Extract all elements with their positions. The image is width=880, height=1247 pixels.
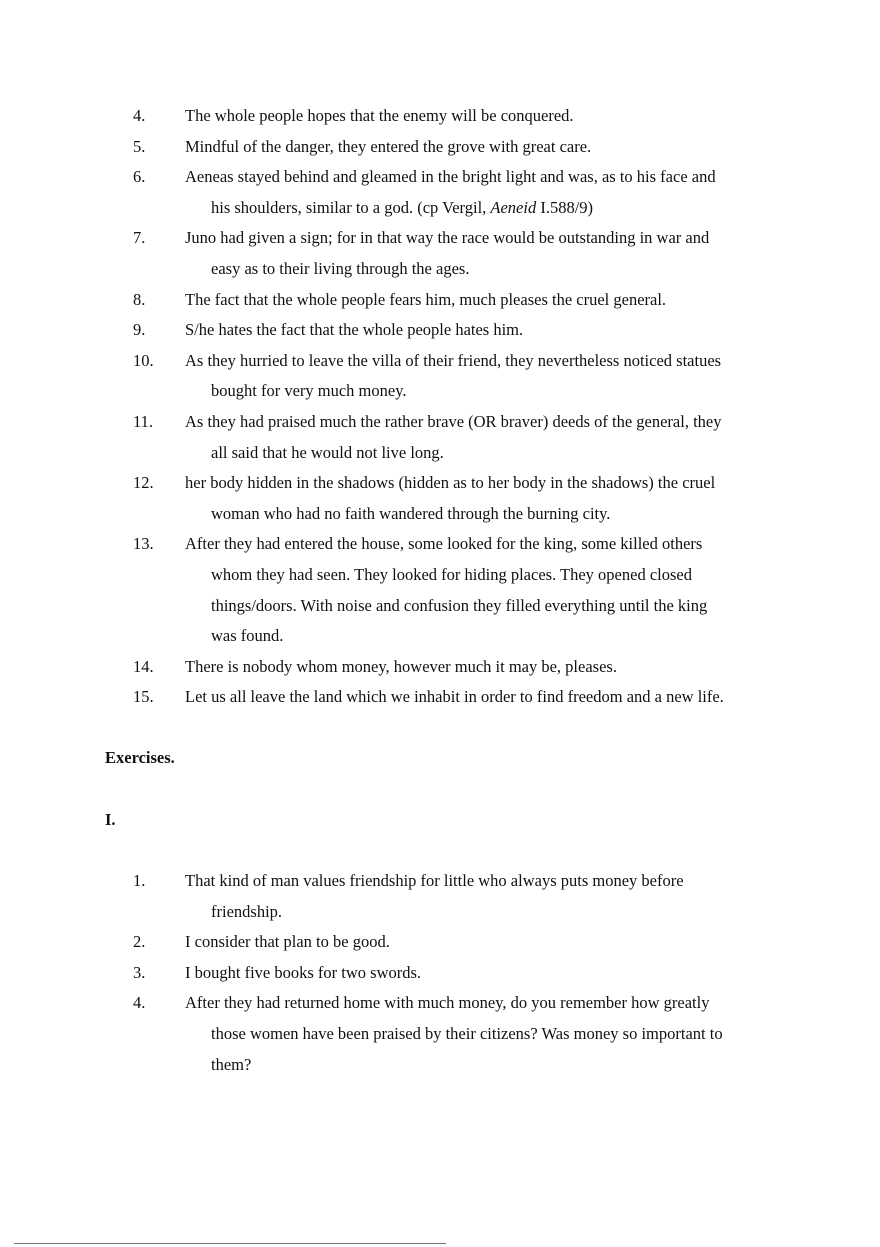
item-text-continuation: them? <box>211 1054 252 1074</box>
item-text-segment: his shoulders, similar to a god. (cp Vergil, <box>211 197 491 217</box>
item-number: 8. <box>133 289 146 309</box>
item-number: 11. <box>133 411 154 431</box>
item-number: 4. <box>133 993 146 1013</box>
list-item <box>0 285 880 316</box>
list-item <box>0 682 880 713</box>
item-text-segment: I.588/9) <box>536 197 594 217</box>
item-text: her body hidden in the shadows (hidden as to her body in the shadows) the cruel <box>185 473 716 493</box>
item-text: As they hurried to leave the villa of their friend, they nevertheless noticed statues <box>185 350 722 370</box>
item-text-continuation: was found. <box>211 626 284 646</box>
list-item <box>0 101 880 132</box>
item-text: The whole people hopes that the enemy will be conquered. <box>185 106 574 125</box>
item-text-continuation <box>185 193 776 224</box>
item-text-continuation: all said that he would not live long. <box>211 442 444 462</box>
list-item <box>0 866 880 927</box>
list-item <box>0 132 880 163</box>
item-number: 4. <box>133 106 146 125</box>
item-text: That kind of man values friendship for little who always puts money before <box>185 871 684 890</box>
item-number: 7. <box>133 228 146 248</box>
section-heading: I. <box>105 810 116 829</box>
item-text-continuation: easy as to their living through the ages. <box>211 258 470 278</box>
list-item <box>0 529 880 651</box>
item-text: Let us all leave the land which we inhabit in order to find freedom and a new life. <box>185 687 724 707</box>
item-text: There is nobody whom money, however much it may be, pleases. <box>185 656 617 676</box>
item-text: Aeneas stayed behind and gleamed in the bright light and was, as to his face and <box>185 167 716 187</box>
translation-list <box>0 101 880 713</box>
list-item <box>0 958 880 989</box>
list-item <box>0 315 880 346</box>
item-text-continuation: whom they had seen. They looked for hiding places. They opened closed <box>211 564 692 584</box>
item-number: 14. <box>133 656 154 676</box>
item-text-continuation: those women have been praised by their citizens? Was money so important to <box>211 1023 723 1043</box>
item-number: 1. <box>133 871 146 890</box>
item-text: As they had praised much the rather brave (OR braver) deeds of the general, they <box>185 411 722 431</box>
item-number: 9. <box>133 320 146 340</box>
item-number: 12. <box>133 473 154 493</box>
item-text: Mindful of the danger, they entered the grove with great care. <box>185 136 592 156</box>
item-text: I bought five books for two swords. <box>185 962 422 982</box>
item-number: 6. <box>133 167 146 187</box>
item-number: 15. <box>133 687 154 707</box>
item-number: 2. <box>133 932 146 952</box>
list-item <box>0 927 880 958</box>
list-item <box>0 346 880 407</box>
item-number: 5. <box>133 136 146 156</box>
item-number: 3. <box>133 962 146 982</box>
list-item <box>0 223 880 284</box>
list-item <box>0 468 880 529</box>
item-text: The fact that the whole people fears him, much pleases the cruel general. <box>185 289 667 309</box>
list-item <box>0 988 880 1080</box>
item-text-continuation: bought for very much money. <box>211 381 407 401</box>
list-item <box>0 162 880 223</box>
list-item <box>0 652 880 683</box>
item-text-continuation: woman who had no faith wandered through the burning city. <box>211 503 611 523</box>
item-text: After they had entered the house, some looked for the king, some killed others <box>185 534 703 554</box>
item-text: S/he hates the fact that the whole people hates him. <box>185 320 524 340</box>
list-item <box>0 407 880 468</box>
item-text: After they had returned home with much money, do you remember how greatly <box>185 993 710 1013</box>
item-text-continuation: things/doors. With noise and confusion they filled everything until the king <box>211 595 708 615</box>
item-number: 10. <box>133 350 154 370</box>
item-text: I consider that plan to be good. <box>185 932 390 952</box>
item-text-continuation: friendship. <box>211 901 283 921</box>
work-title: Aeneid <box>490 197 537 217</box>
item-text: Juno had given a sign; for in that way the race would be outstanding in war and <box>185 228 710 248</box>
exercises-heading: Exercises. <box>105 748 175 767</box>
exercise-list <box>0 866 880 1080</box>
footnote-divider <box>14 1243 446 1244</box>
item-number: 13. <box>133 534 154 554</box>
